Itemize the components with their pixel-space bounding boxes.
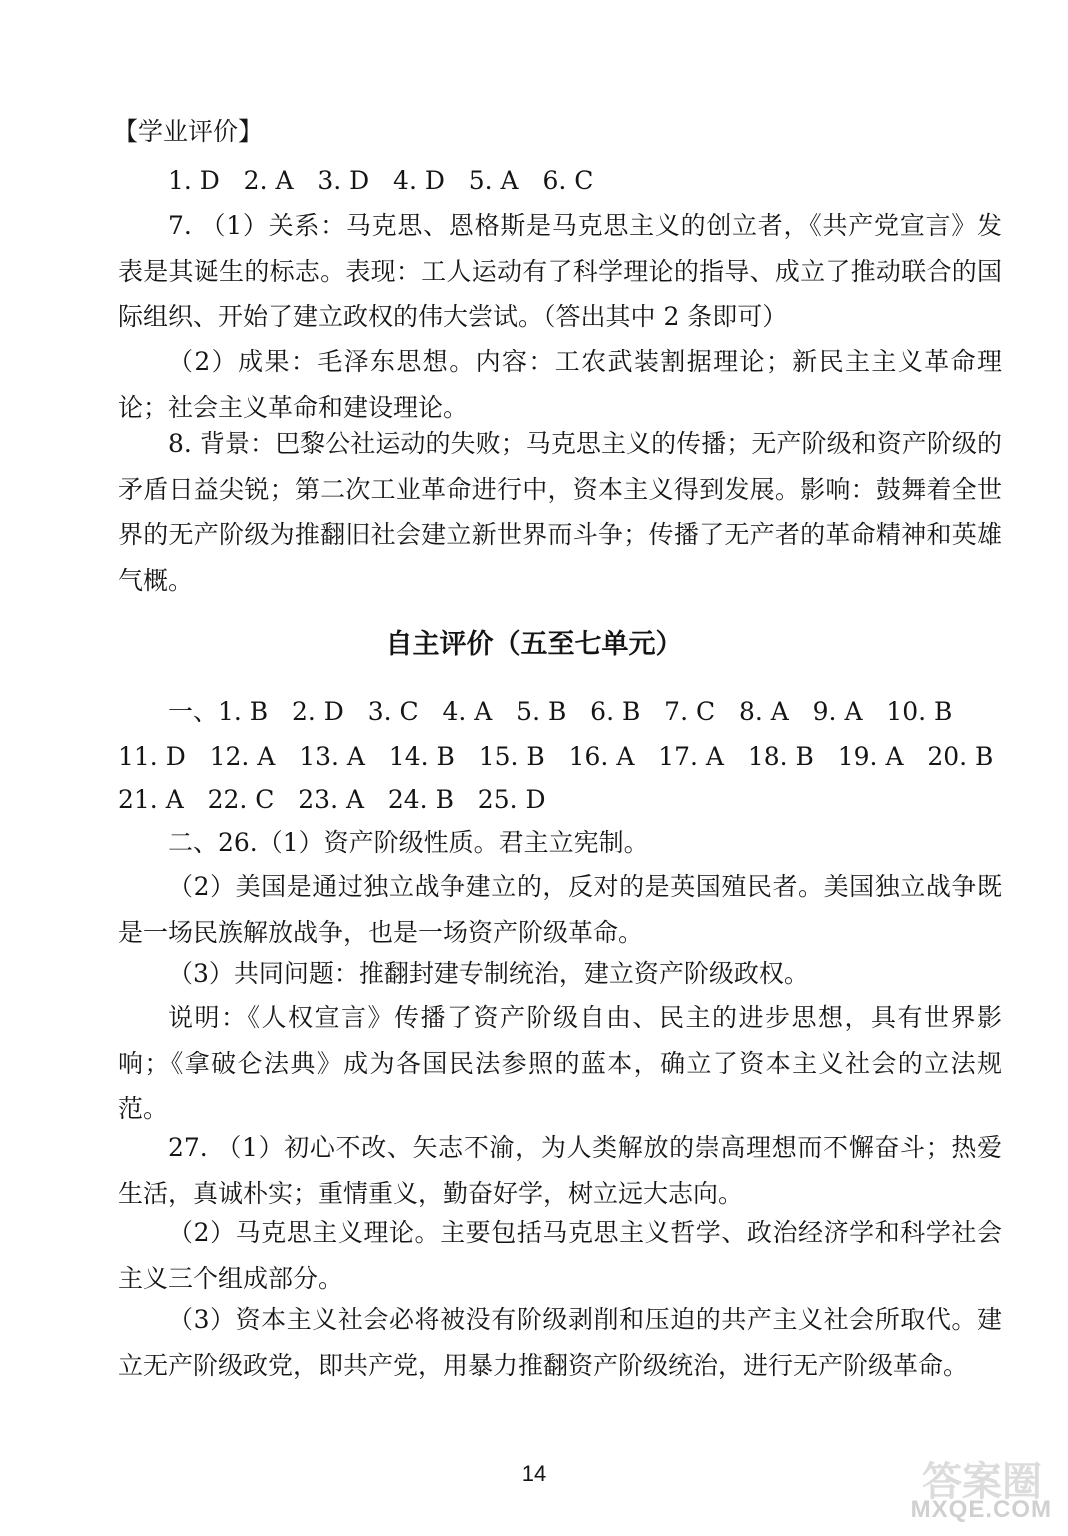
- xueye-mc-answers: 1. D 2. A 3. D 4. D 5. A 6. C: [168, 166, 594, 195]
- zizhu-q26-part2: （2）美国是通过独立战争建立的，反对的是英国殖民者。美国独立战争既是一场民族解放战争，也是一场资产阶级革命。: [118, 872, 1002, 947]
- page-number: 14: [521, 1461, 547, 1486]
- zizhu-mc-line-1: 一、1. B 2. D 3. C 4. A 5. B 6. B 7. C 8. A 9. A 10. B: [168, 697, 953, 726]
- zizhu-mc-line-2: 11. D 12. A 13. A 14. B 15. B 16. A 17. A 18. B 19. A 20. B: [118, 742, 994, 771]
- section-heading-zizhu: 自主评价（五至七单元）: [385, 629, 683, 660]
- zizhu-q27-part1: 27. （1）初心不改、矢志不渝，为人类解放的崇高理想而不懈奋斗；热爱生活，真诚朴实；重情重义，勤奋好学，树立远大志向。: [118, 1133, 1002, 1208]
- xueye-q7-part1: 7. （1）关系：马克思、恩格斯是马克思主义的创立者，《共产党宣言》发表是其诞生的标志。表现：工人运动有了科学理论的指导、成立了推动联合的国际组织、开始了建立政权的伟大尝试。（答出其中 2 条即可）: [118, 211, 1002, 331]
- zizhu-q27-part2: （2）马克思主义理论。主要包括马克思主义哲学、政治经济学和科学社会主义三个组成部分。: [118, 1218, 1002, 1293]
- watermark-logo: [880, 1450, 1060, 1530]
- zizhu-q27-part3: （3）资本主义社会必将被没有阶级剥削和压迫的共产主义社会所取代。建立无产阶级政党，即共产党，用暴力推翻资产阶级统治，进行无产阶级革命。: [118, 1305, 1002, 1380]
- watermark-en-text: MXQE.COM: [910, 1496, 1052, 1523]
- zizhu-q26-part3: （3）共同问题：推翻封建专制统治，建立资产阶级政权。: [168, 959, 809, 988]
- zizhu-q26-part1: 二、26.（1）资产阶级性质。君主立宪制。: [168, 828, 649, 857]
- zizhu-mc-line-3: 21. A 22. C 23. A 24. B 25. D: [118, 785, 546, 814]
- watermark-cn-text: 答案圈: [922, 1459, 1042, 1505]
- zizhu-q26-shuoming: 说明：《人权宣言》传播了资产阶级自由、民主的进步思想，具有世界影响；《拿破仑法典》成为各国民法参照的蓝本，确立了资本主义社会的立法规范。: [118, 1003, 1002, 1123]
- xueye-q8: 8. 背景：巴黎公社运动的失败；马克思主义的传播；无产阶级和资产阶级的矛盾日益尖锐；第二次工业革命进行中，资本主义得到发展。影响：鼓舞着全世界的无产阶级为推翻旧社会建立新世界而斗争；传播了无产者的革命精神和英雄气概。: [118, 429, 1002, 595]
- section-label-xueye: 【学业评价】: [113, 117, 264, 146]
- xueye-q7-part2: （2）成果：毛泽东思想。内容：工农武装割据理论；新民主主义革命理论；社会主义革命和建设理论。: [118, 347, 1002, 422]
